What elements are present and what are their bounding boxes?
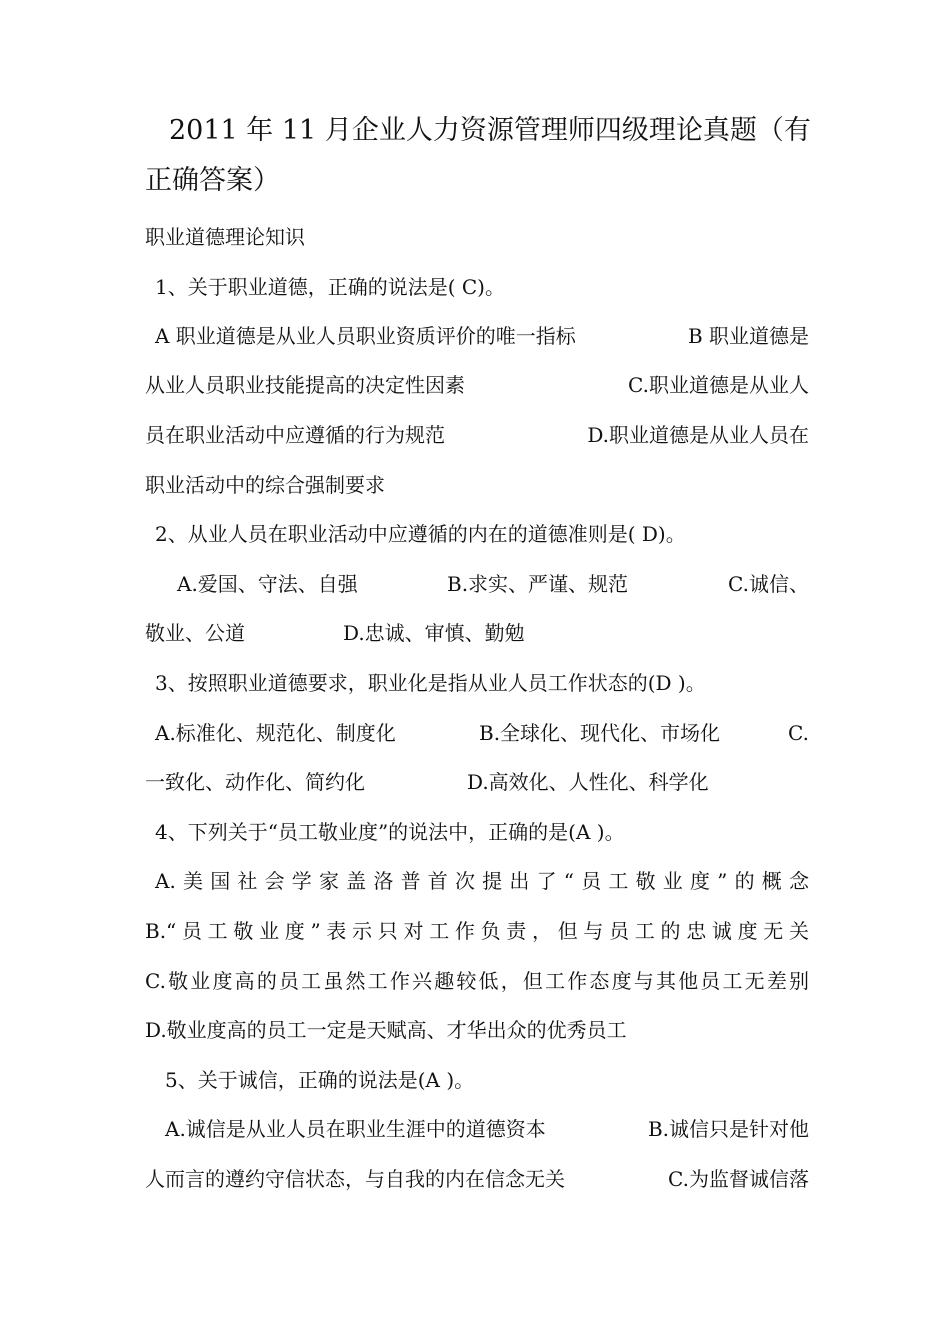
q2-option-a: A.爱国、守法、自强 bbox=[177, 572, 358, 596]
q1-option-b-part-2: 从业人员职业技能提高的决定性因素 bbox=[145, 373, 465, 397]
q1-option-d-part-1: D.职业道德是从业人员在 bbox=[587, 423, 809, 447]
section-heading: 职业道德理论知识 bbox=[145, 225, 305, 249]
q4-option-c: C.敬业度高的员工虽然工作兴趣较低，但工作态度与其他员工无差别 bbox=[145, 969, 809, 993]
q4-stem: 4、下列关于“员工敬业度”的说法中，正确的是(A )。 bbox=[155, 820, 625, 844]
document-title-line-2: 正确答案） bbox=[145, 165, 280, 196]
document-title-line-1: 2011 年 11 月企业人力资源管理师四级理论真题（有 bbox=[169, 115, 811, 146]
q5-option-a: A.诚信是从业人员在职业生涯中的道德资本 bbox=[165, 1117, 546, 1141]
q5-option-b-part-1: B.诚信只是针对他 bbox=[647, 1117, 809, 1141]
q5-option-c-part-1: C.为监督诚信落 bbox=[668, 1167, 809, 1191]
q2-stem: 2、从业人员在职业活动中应遵循的内在的道德准则是( D)。 bbox=[155, 522, 686, 546]
q1-option-b-part-1: B 职业道德是 bbox=[687, 324, 809, 348]
q2-option-c-part-1: C.诚信、 bbox=[728, 572, 809, 596]
q2-option-b: B.求实、严谨、规范 bbox=[447, 572, 629, 596]
q3-option-c-part-2: 一致化、动作化、简约化 bbox=[145, 770, 365, 794]
q3-option-a: A.标准化、规范化、制度化 bbox=[155, 721, 396, 745]
q5-stem: 5、关于诚信，正确的说法是(A )。 bbox=[165, 1068, 475, 1092]
q3-option-c-part-1: C. bbox=[788, 721, 809, 745]
q3-option-d: D.高效化、人性化、科学化 bbox=[467, 770, 709, 794]
q2-option-c-part-2: 敬业、公道 bbox=[145, 621, 245, 645]
q1-option-c-part-1: C.职业道德是从业人 bbox=[628, 373, 809, 397]
q5-option-b-part-2: 人而言的遵约守信状态，与自我的内在信念无关 bbox=[145, 1167, 565, 1191]
q1-option-a: A 职业道德是从业人员职业资质评价的唯一指标 bbox=[155, 324, 576, 348]
q4-option-b: B.“员工敬业度”表示只对工作负责，但与员工的忠诚度无关 bbox=[145, 919, 809, 943]
q1-option-c-part-2: 员在职业活动中应遵循的行为规范 bbox=[145, 423, 445, 447]
q2-option-d: D.忠诚、审慎、勤勉 bbox=[343, 621, 525, 645]
q1-stem: 1、关于职业道德，正确的说法是( C)。 bbox=[155, 275, 505, 299]
q4-option-a: A.美国社会学家盖洛普首次提出了“员工敬业度”的概念 bbox=[155, 869, 809, 893]
q1-option-d-part-2: 职业活动中的综合强制要求 bbox=[145, 473, 385, 497]
q3-option-b: B.全球化、现代化、市场化 bbox=[479, 721, 721, 745]
q3-stem: 3、按照职业道德要求，职业化是指从业人员工作状态的(D )。 bbox=[155, 671, 706, 695]
q4-option-d: D.敬业度高的员工一定是天赋高、才华出众的优秀员工 bbox=[145, 1018, 627, 1042]
